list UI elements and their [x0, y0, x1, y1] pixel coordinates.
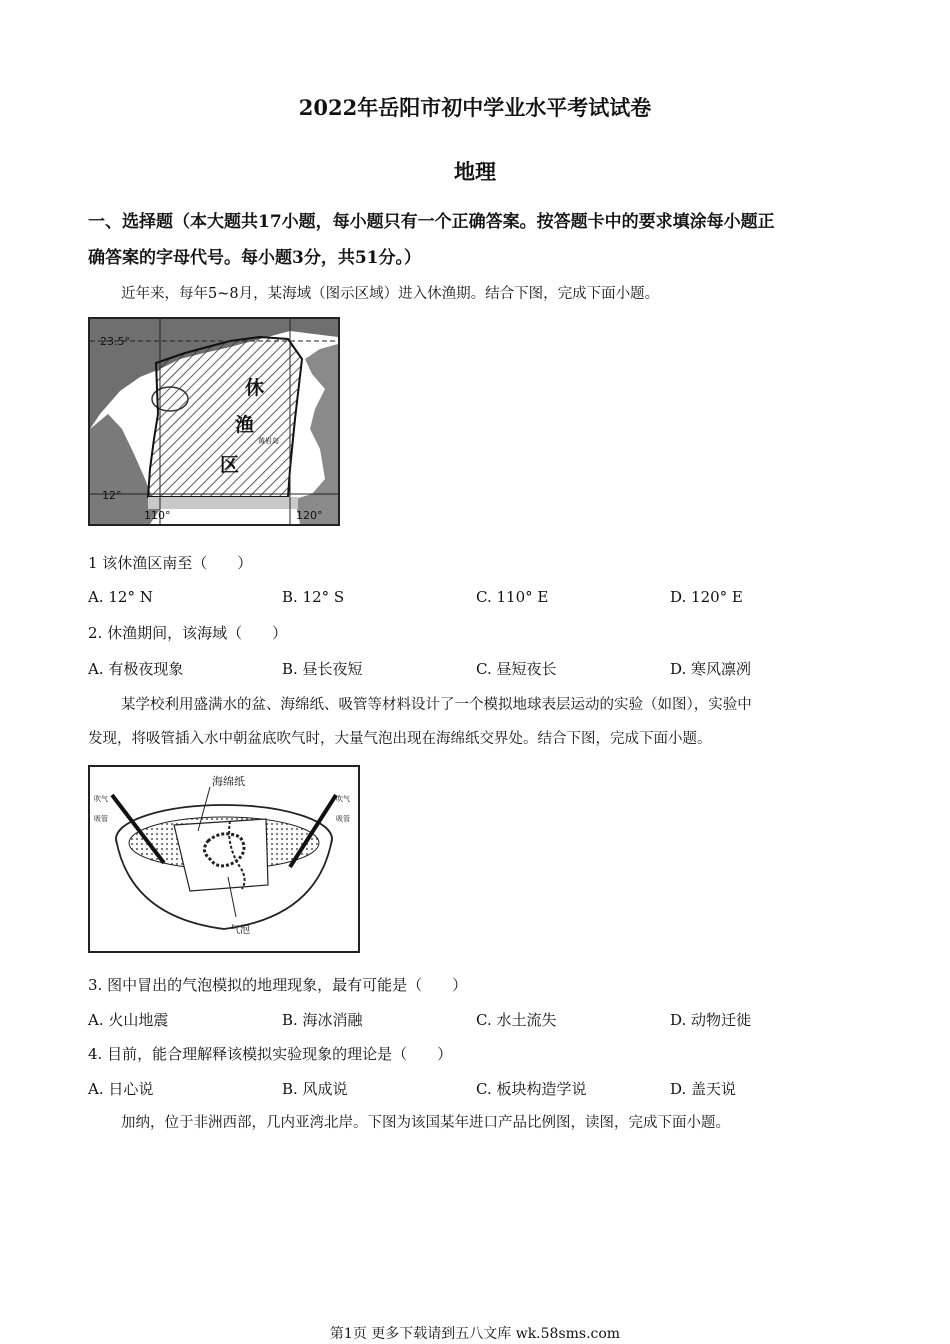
label-blow-right: 吹气	[336, 795, 350, 803]
q4-option-c: C. 板块构造学说	[476, 1080, 587, 1098]
subject-title: 地理	[454, 159, 496, 184]
question-1: 1 该休渔区南至（ ）	[88, 554, 253, 572]
section-heading-line1: 一、选择题（本大题共17小题，每小题只有一个正确答案。按答题卡中的要求填涂每小题正	[88, 212, 775, 232]
fishing-ban-map	[88, 317, 340, 526]
map-zone-char2: 渔	[235, 414, 255, 436]
map-lon-right: 120°	[296, 509, 323, 522]
label-bubbles: 气泡	[230, 925, 250, 936]
map-zone-char1: 休	[245, 377, 265, 399]
q1-option-c: C. 110° E	[476, 588, 549, 606]
q3-option-c: C. 水土流失	[476, 1011, 557, 1029]
q2-option-b: B. 昼长夜短	[282, 660, 363, 678]
basin-experiment-figure	[88, 765, 360, 953]
map-lat-bottom: 12°	[102, 489, 122, 502]
map-zone-char3: 区	[220, 454, 240, 476]
intro-experiment-line1: 某学校利用盛满水的盆、海绵纸、吸管等材料设计了一个模拟地球表层运动的实验（如图），实验中	[121, 697, 752, 713]
q4-option-b: B. 风成说	[282, 1080, 348, 1098]
intro-ghana: 加纳，位于非洲西部，几内亚湾北岸。下图为该国某年进口产品比例图，读图，完成下面小题。	[121, 1115, 730, 1131]
label-blow-left: 吹气	[94, 795, 108, 803]
map-lon-left: 110°	[144, 509, 171, 522]
q2-option-d: D. 寒风凛冽	[670, 660, 752, 678]
intro-fishing: 近年来，每年5~8月，某海域（图示区域）进入休渔期。结合下图，完成下面小题。	[121, 286, 660, 302]
page-footer: 第1页 更多下载请到五八文库 wk.58sms.com	[329, 1326, 621, 1342]
q3-option-d: D. 动物迁徙	[670, 1011, 752, 1029]
q2-option-c: C. 昼短夜长	[476, 660, 557, 678]
label-straw-left: 吸管	[94, 815, 108, 823]
q4-option-d: D. 盖天说	[670, 1080, 737, 1098]
q3-option-a: A. 火山地震	[88, 1011, 169, 1029]
question-4: 4. 目前，能合理解释该模拟实验现象的理论是（ ）	[88, 1045, 453, 1063]
label-straw-right: 吸管	[336, 815, 350, 823]
map-graphic	[90, 319, 338, 524]
q1-option-d: D. 120° E	[670, 588, 743, 606]
q1-option-b: B. 12° S	[282, 588, 345, 606]
section-heading-line2: 确答案的字母代号。每小题3分，共51分。）	[88, 248, 421, 268]
basin-graphic	[90, 767, 358, 951]
section-heading	[88, 204, 868, 276]
map-island-label: 黄岩岛	[258, 437, 279, 445]
map-lat-top: 23.5°	[100, 335, 130, 348]
question-2: 2. 休渔期间，该海域（ ）	[88, 624, 288, 642]
q3-option-b: B. 海冰消融	[282, 1011, 363, 1029]
intro-experiment-line2: 发现，将吸管插入水中朝盆底吹气时，大量气泡出现在海绵纸交界处。结合下图，完成下面小题。	[88, 731, 712, 747]
q4-option-a: A. 日心说	[88, 1080, 154, 1098]
q1-option-a: A. 12° N	[88, 588, 153, 606]
q2-option-a: A. 有极夜现象	[88, 660, 184, 678]
label-sponge-paper: 海绵纸	[212, 775, 245, 788]
question-3: 3. 图中冒出的气泡模拟的地理现象，最有可能是（ ）	[88, 976, 468, 994]
exam-title: 2022年岳阳市初中学业水平考试试卷	[298, 95, 652, 120]
